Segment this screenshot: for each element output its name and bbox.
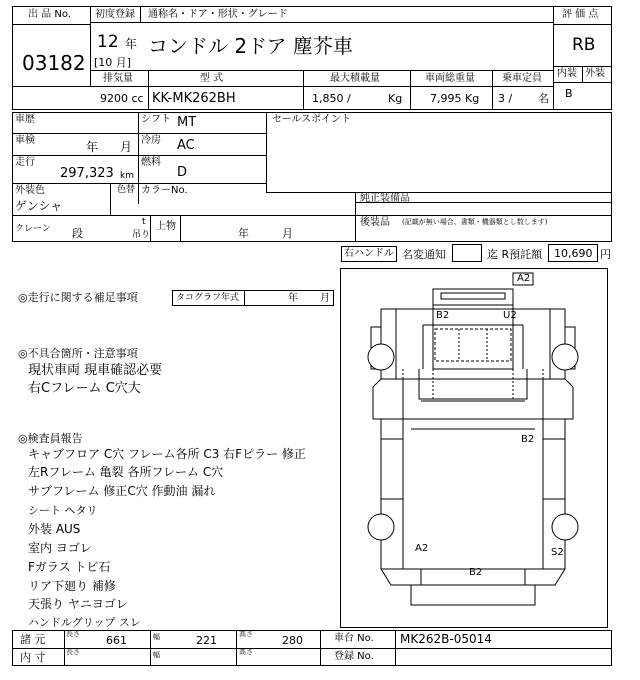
height-label: 高さ bbox=[239, 630, 253, 638]
crane-stage: 段 bbox=[72, 227, 83, 240]
capacity-unit: 名 bbox=[538, 92, 549, 105]
ac-label: 冷房 bbox=[141, 135, 161, 146]
sales-point-label: セールスポイント bbox=[272, 114, 352, 125]
top-month: 月 bbox=[282, 227, 293, 240]
capacity-label: 乗車定員 bbox=[502, 73, 542, 84]
year-unit: 年 bbox=[125, 37, 138, 51]
ac-value: AC bbox=[177, 138, 195, 153]
inner-dims-label: 内 寸 bbox=[20, 651, 46, 664]
tacho-label: タコグラフ年式 bbox=[176, 293, 240, 303]
name-change-box bbox=[452, 244, 482, 262]
model-name-label: 通称名・ドア・形状・グレード bbox=[148, 9, 288, 20]
inspection-year: 年 bbox=[86, 140, 99, 154]
gross-weight-value: 7,995 Kg bbox=[430, 92, 480, 105]
vehicle-diagram bbox=[340, 268, 608, 628]
damage-s2: S2 bbox=[551, 547, 564, 558]
exterior-color-label: 外装色 bbox=[15, 185, 45, 196]
max-load-label: 最大積載量 bbox=[330, 73, 380, 84]
history-label: 車歴 bbox=[15, 114, 35, 125]
capacity-value: 3 / bbox=[498, 92, 513, 105]
fuel-value: D bbox=[177, 165, 188, 180]
inner-width-label: 幅 bbox=[153, 651, 160, 659]
length-label: 長さ bbox=[66, 630, 80, 638]
dims-label: 諸 元 bbox=[20, 633, 46, 646]
mileage-label: 走行 bbox=[15, 157, 35, 168]
crane-hang: 吊り bbox=[132, 230, 151, 240]
top-label: 上物 bbox=[156, 221, 176, 232]
interior-grade: B bbox=[565, 87, 573, 100]
color-change-label: 色替 bbox=[117, 185, 136, 195]
inspector-line: シート ヘタリ bbox=[28, 504, 98, 517]
damage-b2-mid: B2 bbox=[521, 434, 535, 445]
first-reg-label: 初度登録 bbox=[95, 9, 135, 20]
top-year: 年 bbox=[238, 227, 249, 240]
damage-a2-low: A2 bbox=[415, 543, 429, 554]
damage-b2-bottom: B2 bbox=[469, 567, 483, 578]
month-value: [10 月] bbox=[94, 56, 132, 69]
chassis-value: MK262B-05014 bbox=[400, 632, 492, 646]
color-no-label: カラーNo. bbox=[141, 185, 188, 196]
standard-equip-label: 純正装備品 bbox=[360, 193, 410, 204]
damage-a2-top: A2 bbox=[517, 273, 531, 284]
crane-label: クレーン bbox=[15, 224, 51, 234]
lot-no-label: 出 品 No. bbox=[28, 9, 71, 20]
inspector-line: Fガラス トビ石 bbox=[28, 560, 111, 574]
odometer-value: 10,690 bbox=[554, 247, 593, 260]
inspection-month: 月 bbox=[120, 140, 133, 154]
defects-title: ◎不具合箇所・注意事項 bbox=[18, 347, 138, 360]
damage-b2-left: B2 bbox=[436, 310, 450, 321]
width-label: 幅 bbox=[153, 633, 160, 641]
chassis-label: 車台 No. bbox=[334, 633, 374, 644]
inspector-line: 天張り ヤニヨゴレ bbox=[28, 597, 128, 611]
inner-height-label: 高さ bbox=[239, 648, 253, 656]
inspector-title: ◎検査員報告 bbox=[18, 432, 83, 445]
defect-line: 現状車両 現車確認必要 bbox=[28, 363, 163, 378]
inner-length-label: 長さ bbox=[66, 648, 80, 656]
aftermarket-label: 後装品 bbox=[360, 217, 390, 228]
year-value: 12 bbox=[97, 32, 119, 52]
name-change-label: 名変通知 bbox=[402, 248, 446, 261]
inspector-line: キャブフロア C穴 フレーム各所 C3 右Fピラー 修正 bbox=[28, 447, 306, 461]
odometer-unit: 円 bbox=[600, 248, 611, 261]
crane-t: t bbox=[142, 217, 146, 227]
grade-value: RB bbox=[572, 35, 596, 55]
inspector-line: 外装 AUS bbox=[28, 522, 81, 536]
model-code-value: KK-MK262BH bbox=[152, 91, 236, 106]
mileage-value: 297,323 bbox=[60, 166, 114, 181]
exterior-label: 外装 bbox=[585, 68, 605, 79]
tacho-year: 年 bbox=[288, 293, 298, 304]
interior-label: 内装 bbox=[557, 68, 577, 79]
inspector-line: リア下廻り 補修 bbox=[28, 579, 116, 593]
gross-weight-label: 車両総重量 bbox=[425, 73, 475, 84]
inspector-line: 左Rフレーム 亀裂 各所フレーム C穴 bbox=[28, 465, 224, 479]
registration-label: 登録 No. bbox=[334, 651, 374, 662]
exterior-color-value: ゲンシャ bbox=[15, 199, 63, 213]
displacement-value: 9200 cc bbox=[100, 92, 144, 105]
damage-u2: U2 bbox=[503, 310, 517, 321]
lot-no: 03182 bbox=[22, 51, 86, 75]
inspector-line: 室内 ヨゴレ bbox=[28, 541, 92, 555]
inspector-line: サブフレーム 修正C穴 作動油 漏れ bbox=[28, 484, 216, 498]
model-code-label: 型 式 bbox=[200, 73, 224, 84]
shift-label: シフト bbox=[141, 114, 171, 125]
model-name: コンドル 2ドア 塵芥車 bbox=[148, 34, 353, 58]
max-load-unit: Kg bbox=[388, 92, 403, 105]
fuel-label: 燃料 bbox=[141, 157, 161, 168]
rhd-label: 右ハンドル bbox=[344, 248, 394, 259]
shift-value: MT bbox=[177, 115, 197, 130]
height-value: 280 bbox=[282, 634, 303, 647]
inspector-line: ハンドルグリップ スレ bbox=[28, 616, 141, 629]
driving-notes-title: ◎走行に関する補足事項 bbox=[18, 291, 138, 304]
width-value: 221 bbox=[196, 634, 217, 647]
length-value: 661 bbox=[106, 634, 127, 647]
tacho-month: 月 bbox=[320, 293, 330, 304]
aftermarket-note: (記載が無い場合、書類・機器類とし数します) bbox=[402, 218, 548, 226]
mileage-unit: km bbox=[120, 171, 134, 181]
inspection-label: 車検 bbox=[15, 135, 35, 146]
max-load-value: 1,850 / bbox=[312, 92, 351, 105]
grade-label: 評 価 点 bbox=[562, 9, 599, 20]
displacement-label: 排気量 bbox=[103, 73, 133, 84]
odometer-label: 迄 R預託額 bbox=[487, 248, 543, 261]
defect-line: 右Cフレーム C穴大 bbox=[28, 381, 141, 396]
